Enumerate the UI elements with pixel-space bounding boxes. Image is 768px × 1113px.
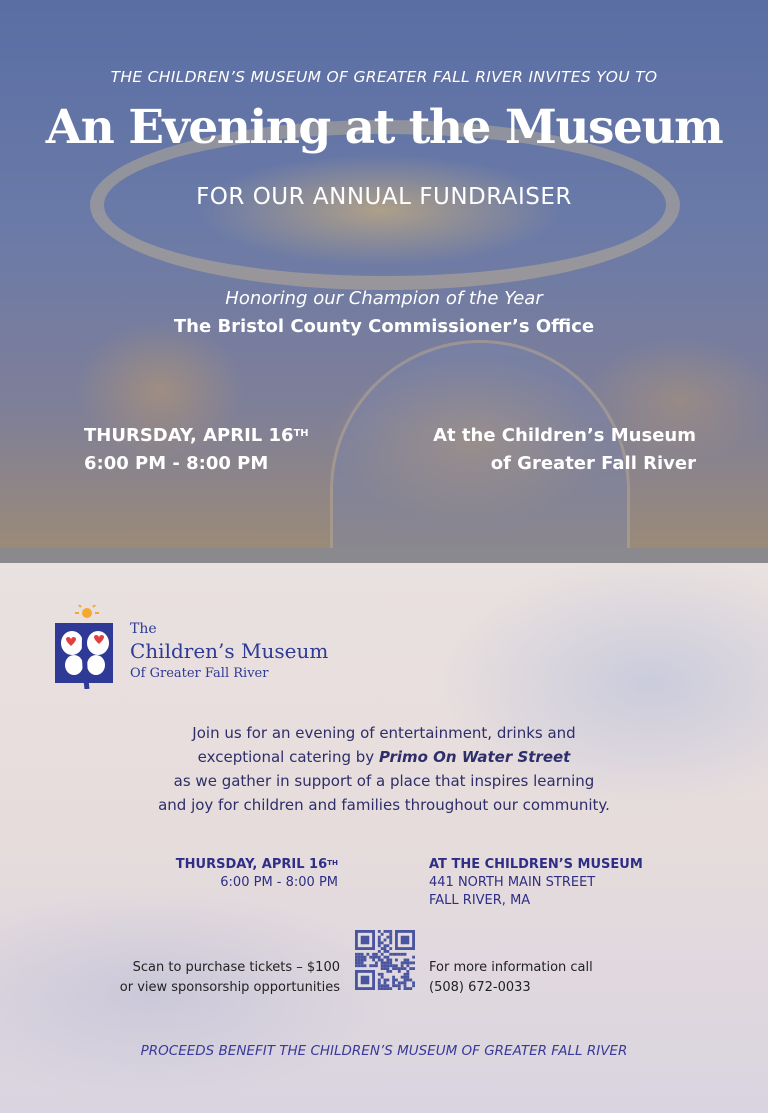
address-line2: FALL RIVER, MA [429,893,531,908]
invitation-back [0,563,768,1113]
proceeds-note: PROCEEDS BENEFIT THE CHILDREN’S MUSEUM OF GREATER FALL RIVER [140,1043,628,1059]
back-address [429,856,643,910]
invites-line: THE CHILDREN’S MUSEUM OF GREATER FALL RIVER INVITES YOU TO [110,68,658,86]
date: THURSDAY, APRIL 16 [175,857,328,872]
blurb-line [0,745,768,769]
date-suffix: TH [327,858,338,867]
time: 6:00 PM - 8:00 PM [84,453,269,474]
event-title: An Evening at the Museum [45,100,723,155]
blurb-line: and joy for children and families throughout our community. [158,796,610,814]
back-date-time [176,856,338,892]
location-line2: of Greater Fall River [490,453,696,474]
logo-the: The [130,621,157,637]
ticket-info [120,958,340,998]
logo-sub: Of Greater Fall River [130,666,269,681]
honoring-label: Honoring our Champion of the Year [225,288,543,309]
blurb-text: exceptional catering by [197,748,379,766]
event-subtitle: FOR OUR ANNUAL FUNDRAISER [196,184,572,210]
museum-logo-icon [55,605,115,689]
location-line1: At the Children’s Museum [433,425,696,446]
caterer-name: Primo On Water Street [378,748,571,766]
invitation-front [0,0,768,548]
time: 6:00 PM - 8:00 PM [220,875,338,890]
logo-name: Children’s Museum [130,639,329,663]
contact-info [429,958,593,998]
scan-line2: or view sponsorship opportunities [119,980,340,995]
address-line1: 441 NORTH MAIN STREET [429,875,596,890]
front-location [433,422,696,478]
qr-code-icon[interactable] [355,930,415,990]
honoree: The Bristol County Commissioner’s Office [173,316,595,337]
venue: AT THE CHILDREN’S MUSEUM [429,857,643,872]
phone-number: (508) 672-0033 [429,980,531,995]
blurb-line: as we gather in support of a place that inspires learning [173,772,595,790]
invitation-blurb [0,721,768,817]
front-date-time [84,422,309,478]
info-line: For more information call [429,960,593,975]
blurb-line: Join us for an evening of entertainment, drinks and [192,724,576,742]
scan-line1: Scan to purchase tickets – $100 [132,960,340,975]
date-suffix: TH [293,428,309,439]
date: THURSDAY, APRIL 16 [84,425,294,446]
